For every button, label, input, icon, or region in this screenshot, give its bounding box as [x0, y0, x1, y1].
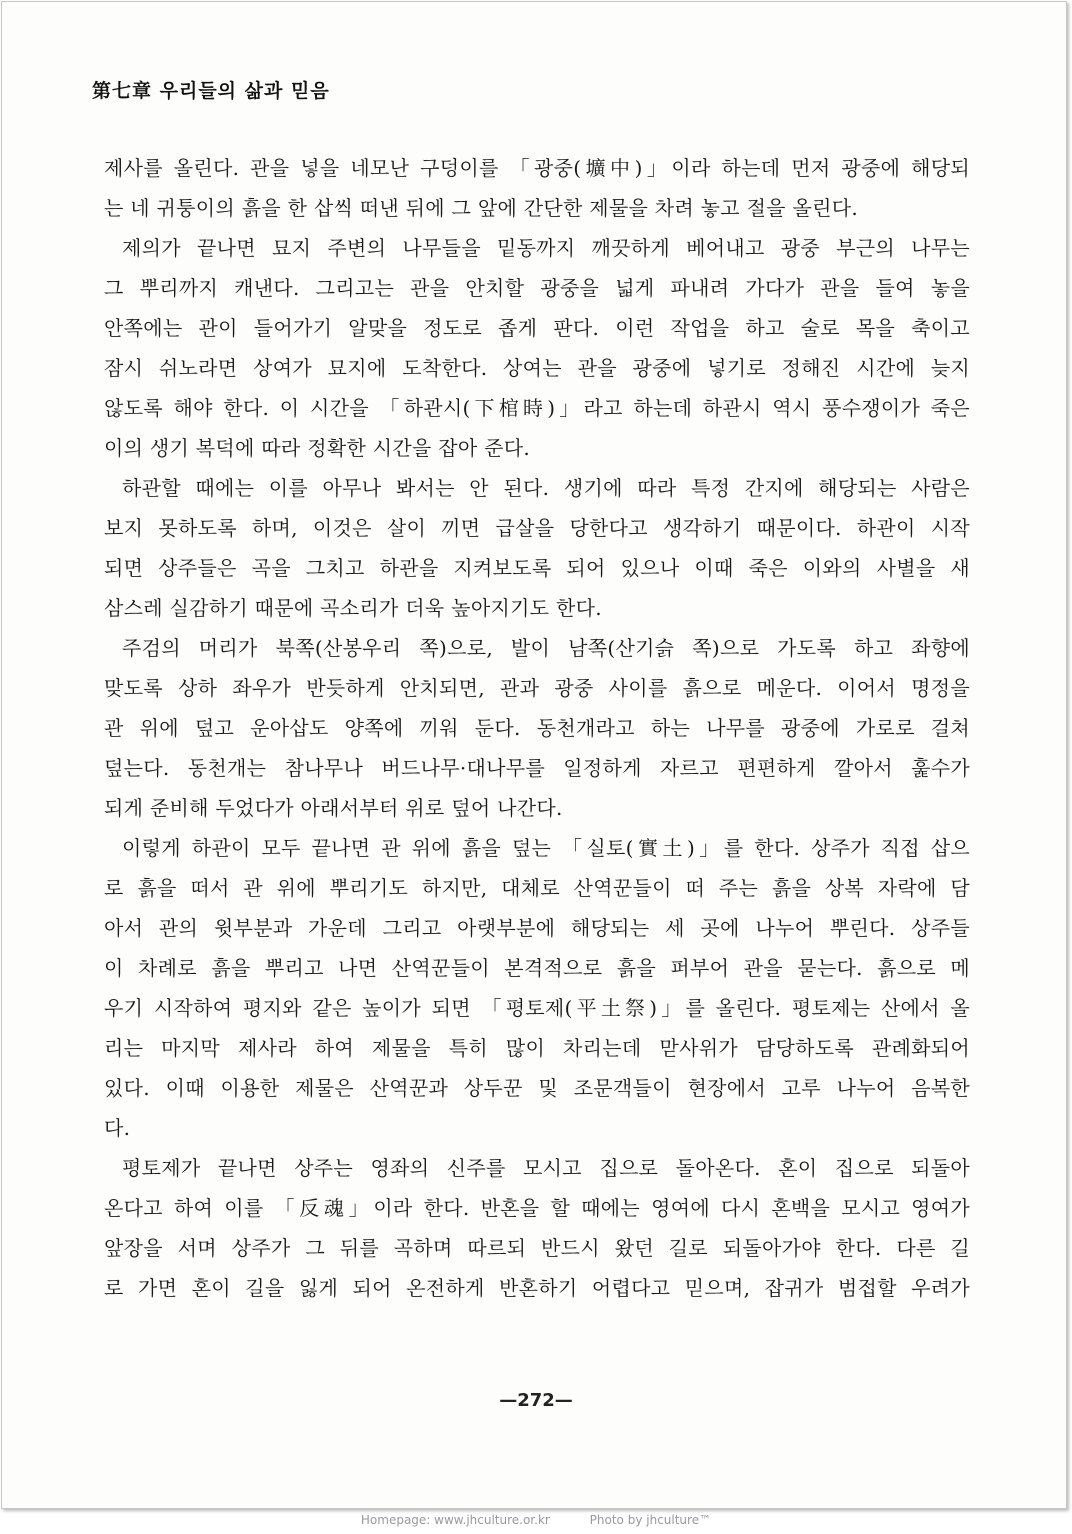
text-line: 로 흙을 떠서 관 위에 뿌리기도 하지만, 대체로 산역꾼들이 떠 주는 흙을 상복 자락에 담	[104, 876, 970, 900]
text-line: 우기 시작하여 평지와 같은 높이가 되면 「평토제(平土祭)」를 올린다. 평토제는 산에서 올	[104, 996, 970, 1020]
paragraph	[104, 1148, 970, 1308]
text-line: 앞장을 서며 상주가 그 뒤를 곡하며 따르되 반드시 왔던 길로 되돌아가야 한다. 다른 길	[104, 1236, 970, 1260]
footer-homepage-link[interactable]: Homepage: www.jhculture.or.kr	[360, 1513, 550, 1527]
text-line: 잠시 쉬노라면 상여가 묘지에 도착한다. 상여는 관을 광중에 넣기로 정해진 시간에 늦지	[104, 356, 970, 380]
text-line: 주검의 머리가 북쪽(산봉우리 쪽)으로, 발이 남쪽(산기슭 쪽)으로 가도록 하고 좌향에	[122, 636, 970, 660]
footer-photo-credit: Photo by jhculture™	[589, 1513, 712, 1527]
paragraph	[104, 828, 970, 1148]
text-line: 있다. 이때 이용한 제물은 산역꾼과 상두꾼 및 조문객들이 현장에서 고루 나누어 음복한	[104, 1076, 970, 1100]
text-line: 아서 관의 윗부분과 가운데 그리고 아랫부분에 해당되는 세 곳에 나누어 뿌린다. 상주들	[104, 916, 970, 940]
text-line: 보지 못하도록 하며, 이것은 살이 끼면 급살을 당한다고 생각하기 때문이다. 하관이 시작	[104, 516, 970, 540]
text-line: 않도록 해야 한다. 이 시간을 「하관시(下棺時)」라고 하는데 하관시 역시 풍수쟁이가 죽은	[104, 396, 970, 420]
text-line: 다.	[104, 1116, 131, 1140]
text-line: 그 뿌리까지 캐낸다. 그리고는 관을 안치할 광중을 넓게 파내려 가다가 관을 들여 놓을	[104, 276, 970, 300]
text-line: 로 가면 혼이 길을 잃게 되어 온전하게 반혼하기 어렵다고 믿으며, 잡귀가 범접할 우려가	[104, 1276, 970, 1300]
body-text	[104, 148, 970, 1308]
text-line: 되면 상주들은 곡을 그치고 하관을 지켜보도록 되어 있으나 이때 죽은 이와의 사별을 새	[104, 556, 970, 580]
text-line: 리는 마지막 제사라 하여 제물을 특히 많이 차리는데 맏사위가 담당하도록 관례화되어	[104, 1036, 970, 1060]
text-line: 관 위에 덮고 운아삽도 양쪽에 끼워 둔다. 동천개라고 하는 나무를 광중에 가로로 걸쳐	[104, 716, 970, 740]
paragraph	[104, 148, 970, 228]
chapter-header: 第七章 우리들의 삶과 믿음	[92, 80, 330, 102]
paragraph	[104, 468, 970, 628]
text-line: 맞도록 상하 좌우가 반듯하게 안치되면, 관과 광중 사이를 흙으로 메운다. 이어서 명정을	[104, 676, 970, 700]
paragraph	[104, 228, 970, 468]
text-line: 덮는다. 동천개는 참나무나 버드나무·대나무를 일정하게 자르고 편편하게 깔아서 훑수가	[104, 756, 970, 780]
text-line: 제사를 올린다. 관을 넣을 네모난 구덩이를 「광중(壙中)」이라 하는데 먼저 광중에 해당되	[104, 156, 970, 180]
paragraph	[104, 628, 970, 828]
footer	[0, 1513, 1072, 1527]
text-line: 삼스레 실감하기 때문에 곡소리가 더욱 높아지기도 한다.	[104, 596, 602, 620]
text-line: 는 네 귀퉁이의 흙을 한 삽씩 떠낸 뒤에 그 앞에 간단한 제물을 차려 놓고 절을 올린다.	[104, 196, 858, 220]
text-line: 온다고 하여 이를 「反魂」이라 한다. 반혼을 할 때에는 영여에 다시 혼백을 모시고 영여가	[104, 1196, 970, 1220]
page-number: —272—	[499, 1390, 573, 1411]
text-line: 이 차례로 흙을 뿌리고 나면 산역꾼들이 본격적으로 흙을 퍼부어 관을 묻는다. 흙으로 메	[104, 956, 970, 980]
text-line: 안쪽에는 관이 들어가기 알맞을 정도로 좁게 판다. 이런 작업을 하고 술로 목을 축이고	[104, 316, 970, 340]
text-line: 하관할 때에는 이를 아무나 봐서는 안 된다. 생기에 따라 특정 간지에 해당되는 사람은	[122, 476, 970, 500]
text-line: 이의 생기 복덕에 따라 정확한 시간을 잡아 준다.	[104, 436, 531, 460]
text-line: 이렇게 하관이 모두 끝나면 관 위에 흙을 덮는 「실토(實土)」를 한다. 상주가 직접 삽으	[122, 836, 970, 860]
text-line: 제의가 끝나면 묘지 주변의 나무들을 밑동까지 깨끗하게 베어내고 광중 부근의 나무는	[122, 236, 970, 260]
text-line: 평토제가 끝나면 상주는 영좌의 신주를 모시고 집으로 돌아온다. 혼이 집으로 되돌아	[122, 1156, 970, 1180]
text-line: 되게 준비해 두었다가 아래서부터 위로 덮어 나간다.	[104, 796, 563, 820]
